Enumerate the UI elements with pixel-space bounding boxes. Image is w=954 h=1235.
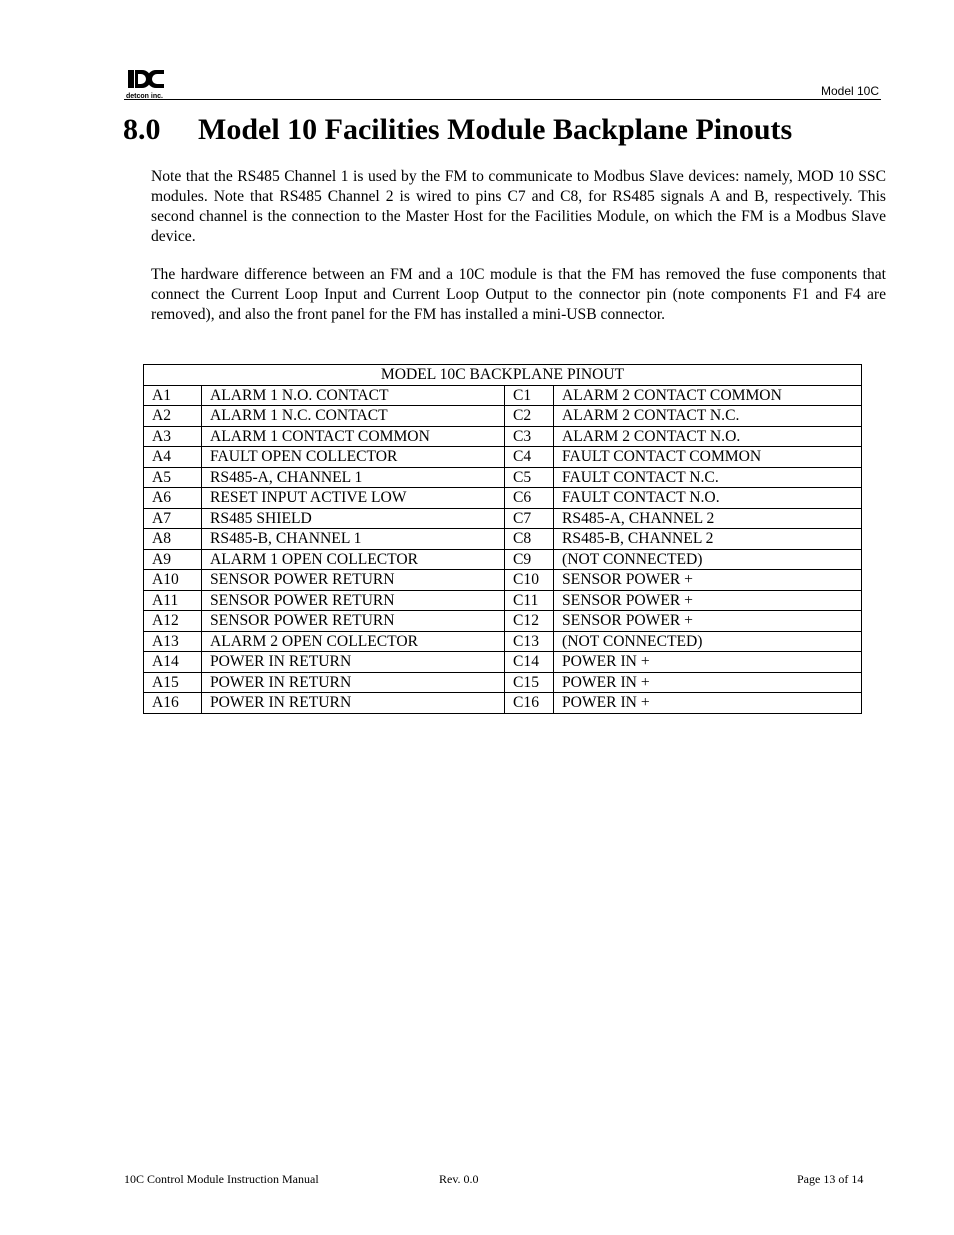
pin-a-function: POWER IN RETURN xyxy=(202,672,505,693)
pin-a-function: RS485-B, CHANNEL 1 xyxy=(202,529,505,550)
pin-a-id: A1 xyxy=(144,385,202,406)
pin-a-function: ALARM 1 CONTACT COMMON xyxy=(202,426,505,447)
table-row xyxy=(144,672,862,693)
pin-a-function: SENSOR POWER RETURN xyxy=(202,611,505,632)
pin-c-function: ALARM 2 CONTACT N.O. xyxy=(554,426,862,447)
table-title-row xyxy=(144,365,862,386)
pin-a-id: A8 xyxy=(144,529,202,550)
table-row xyxy=(144,508,862,529)
pin-c-function: SENSOR POWER + xyxy=(554,570,862,591)
pin-c-id: C16 xyxy=(505,693,554,714)
table-row xyxy=(144,467,862,488)
logo-text: detcon inc. xyxy=(126,93,163,100)
pin-c-function: POWER IN + xyxy=(554,693,862,714)
pin-a-id: A16 xyxy=(144,693,202,714)
pin-c-function: POWER IN + xyxy=(554,672,862,693)
pin-a-function: RS485 SHIELD xyxy=(202,508,505,529)
pin-c-id: C7 xyxy=(505,508,554,529)
header-rule xyxy=(124,99,881,100)
pin-a-function: SENSOR POWER RETURN xyxy=(202,570,505,591)
pin-c-function: ALARM 2 CONTACT N.C. xyxy=(554,406,862,427)
pin-c-id: C14 xyxy=(505,652,554,673)
pin-c-function: (NOT CONNECTED) xyxy=(554,631,862,652)
pin-a-id: A12 xyxy=(144,611,202,632)
pin-a-function: ALARM 1 OPEN COLLECTOR xyxy=(202,549,505,570)
pin-c-function: (NOT CONNECTED) xyxy=(554,549,862,570)
pin-a-id: A11 xyxy=(144,590,202,611)
pin-c-id: C11 xyxy=(505,590,554,611)
pin-c-function: FAULT CONTACT COMMON xyxy=(554,447,862,468)
pin-a-id: A13 xyxy=(144,631,202,652)
pin-c-function: RS485-B, CHANNEL 2 xyxy=(554,529,862,550)
pin-a-function: FAULT OPEN COLLECTOR xyxy=(202,447,505,468)
table-title: MODEL 10C BACKPLANE PINOUT xyxy=(144,365,862,386)
table-row xyxy=(144,385,862,406)
pin-c-function: POWER IN + xyxy=(554,652,862,673)
pin-c-id: C5 xyxy=(505,467,554,488)
table-row xyxy=(144,406,862,427)
pin-a-id: A3 xyxy=(144,426,202,447)
pin-a-id: A2 xyxy=(144,406,202,427)
pin-a-function: ALARM 2 OPEN COLLECTOR xyxy=(202,631,505,652)
pin-a-function: SENSOR POWER RETURN xyxy=(202,590,505,611)
pin-a-function: RS485-A, CHANNEL 1 xyxy=(202,467,505,488)
pinout-table-body xyxy=(144,385,862,713)
pin-c-id: C15 xyxy=(505,672,554,693)
table-row xyxy=(144,549,862,570)
section-title: Model 10 Facilities Module Backplane Pinouts xyxy=(198,113,793,146)
pin-a-id: A6 xyxy=(144,488,202,509)
pin-a-function: ALARM 1 N.O. CONTACT xyxy=(202,385,505,406)
table-row xyxy=(144,488,862,509)
pin-a-id: A7 xyxy=(144,508,202,529)
detcon-logo xyxy=(126,68,170,100)
pinout-table xyxy=(143,364,862,714)
pin-c-function: RS485-A, CHANNEL 2 xyxy=(554,508,862,529)
pin-c-id: C9 xyxy=(505,549,554,570)
page-header xyxy=(124,68,881,100)
pin-a-id: A4 xyxy=(144,447,202,468)
pin-c-id: C4 xyxy=(505,447,554,468)
pin-c-id: C12 xyxy=(505,611,554,632)
table-row xyxy=(144,611,862,632)
table-row xyxy=(144,590,862,611)
pin-a-id: A5 xyxy=(144,467,202,488)
pin-c-function: SENSOR POWER + xyxy=(554,590,862,611)
pin-c-function: SENSOR POWER + xyxy=(554,611,862,632)
pin-a-id: A14 xyxy=(144,652,202,673)
pin-c-id: C1 xyxy=(505,385,554,406)
model-label: Model 10C xyxy=(820,84,879,98)
table-row xyxy=(144,570,862,591)
table-row xyxy=(144,447,862,468)
pin-c-function: ALARM 2 CONTACT COMMON xyxy=(554,385,862,406)
pin-c-function: FAULT CONTACT N.C. xyxy=(554,467,862,488)
table-row xyxy=(144,529,862,550)
pin-a-id: A9 xyxy=(144,549,202,570)
pin-c-id: C3 xyxy=(505,426,554,447)
paragraph-hardware-difference: The hardware difference between an FM and a 10C module is that the FM has removed the fuse components that connect the Current Loop Input and Current Loop Output to the connector pin (note components F1 and F4 are removed), and also the front panel for the FM has installed a mini-USB connector. xyxy=(151,266,886,323)
pin-c-id: C13 xyxy=(505,631,554,652)
table-row xyxy=(144,631,862,652)
pin-c-id: C10 xyxy=(505,570,554,591)
pin-a-function: ALARM 1 N.C. CONTACT xyxy=(202,406,505,427)
pin-a-function: POWER IN RETURN xyxy=(202,652,505,673)
pin-a-id: A10 xyxy=(144,570,202,591)
paragraph-rs485: Note that the RS485 Channel 1 is used by the FM to communicate to Modbus Slave devices: namely, MOD 10 SSC modules. Note that RS485 Channel 2 is wired to pins C7 and C8, for RS485 signals A and B, respectively. This second channel is the connection to the Master Host for the Facilities Module, on which the FM is a Modbus Slave device. xyxy=(151,168,886,245)
pin-c-id: C6 xyxy=(505,488,554,509)
footer-page-number: Page 13 of 14 xyxy=(797,1172,864,1186)
table-row xyxy=(144,426,862,447)
pin-a-function: RESET INPUT ACTIVE LOW xyxy=(202,488,505,509)
pin-c-id: C8 xyxy=(505,529,554,550)
table-row xyxy=(144,652,862,673)
section-number: 8.0 xyxy=(123,113,161,146)
pin-c-id: C2 xyxy=(505,406,554,427)
pin-a-function: POWER IN RETURN xyxy=(202,693,505,714)
pin-c-function: FAULT CONTACT N.O. xyxy=(554,488,862,509)
table-row xyxy=(144,693,862,714)
footer-manual-title: 10C Control Module Instruction Manual xyxy=(124,1172,319,1186)
footer-revision: Rev. 0.0 xyxy=(439,1172,479,1186)
pin-a-id: A15 xyxy=(144,672,202,693)
section-heading xyxy=(123,113,792,147)
